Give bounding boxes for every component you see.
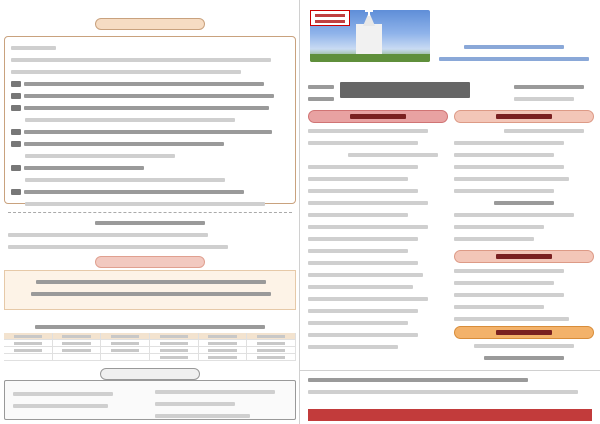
- verse-lines: [15, 277, 287, 301]
- verse-header: [95, 256, 205, 268]
- notice-item: [11, 79, 291, 89]
- pastor-block: [514, 82, 594, 102]
- service-header: [308, 110, 448, 123]
- info-box-line: [8, 242, 292, 252]
- service-order-item: [454, 174, 594, 184]
- verse-line: [15, 277, 287, 287]
- motto-box: [434, 42, 594, 64]
- issue-box: [310, 10, 350, 26]
- table-row: [4, 347, 296, 354]
- service-order-item: [308, 138, 448, 148]
- notices-box: [4, 36, 296, 204]
- staff-line: [155, 411, 285, 421]
- service-order-item: [454, 138, 594, 148]
- table-header-row: [4, 333, 296, 340]
- footer-contact: [308, 387, 592, 397]
- service-order-item: [308, 342, 448, 352]
- service-order-item: [454, 234, 594, 244]
- service-order: [308, 126, 448, 354]
- staff-line: [13, 401, 143, 411]
- service-order-item: [308, 186, 448, 196]
- service-order-item: [308, 222, 448, 232]
- mission-table-title: [4, 322, 296, 332]
- church-building-icon: [356, 24, 382, 54]
- notice-intro: [11, 43, 291, 53]
- table-row: [4, 340, 296, 347]
- divider: [8, 212, 292, 213]
- service-order: [454, 266, 594, 326]
- footer: [300, 370, 600, 424]
- service-order-item: [454, 278, 594, 288]
- service-order: [454, 341, 594, 353]
- service-order-item: [308, 234, 448, 244]
- notice-intro-line: [11, 67, 291, 77]
- staff-line: [13, 389, 143, 399]
- notices-header: [95, 18, 205, 30]
- service-order-item: [454, 302, 594, 312]
- table-row: [4, 354, 296, 361]
- service-header: [454, 250, 594, 263]
- notice-intro-line: [11, 55, 291, 65]
- service-order-item: [308, 294, 448, 304]
- service-order-item: [454, 162, 594, 172]
- church-name: [340, 82, 470, 98]
- notice-item: [11, 103, 291, 113]
- church-logo: [308, 82, 336, 100]
- staff-col-right: [155, 387, 285, 423]
- right-page: [300, 0, 600, 424]
- service-order-item: [454, 186, 594, 196]
- info-box-line: [8, 230, 292, 240]
- info-box: [8, 218, 292, 254]
- service-order-item: [308, 318, 448, 328]
- staff-header: [100, 368, 200, 380]
- church-name-block: [308, 80, 508, 104]
- service-header: [454, 326, 594, 339]
- service-order-item: [454, 198, 594, 208]
- service-order-item: [454, 314, 594, 324]
- service-order-item: [308, 162, 448, 172]
- verse-line: [15, 289, 287, 299]
- motto-line: [434, 54, 594, 64]
- notice-item-detail: [11, 175, 291, 185]
- verse-box: [4, 270, 296, 310]
- service-extra-item: [454, 353, 594, 363]
- notice-item: [11, 187, 291, 197]
- service-order: [454, 126, 594, 246]
- service-order-item: [308, 282, 448, 292]
- service-order-item: [454, 210, 594, 220]
- service-order-item: [308, 258, 448, 268]
- footer-banner: [308, 409, 592, 421]
- service-order-item: [308, 330, 448, 340]
- issue-label: [315, 14, 345, 17]
- notice-item-detail: [11, 115, 291, 125]
- service-order-item: [308, 246, 448, 256]
- service-order-item: [454, 266, 594, 276]
- service-order-item: [454, 126, 594, 136]
- pastor-name-en: [514, 94, 594, 104]
- staff-col-left: [13, 389, 143, 413]
- service-order-item: [308, 210, 448, 220]
- notice-item: [11, 139, 291, 149]
- notice-item: [11, 127, 291, 137]
- service-order-item: [308, 270, 448, 280]
- service-order-item: [308, 306, 448, 316]
- staff-line: [155, 387, 285, 397]
- service-order-item: [308, 150, 448, 160]
- staff-box: [4, 380, 296, 420]
- info-box-title: [8, 218, 292, 228]
- notices-list: [11, 43, 291, 211]
- service-order-item: [454, 341, 594, 351]
- service-order-item: [308, 198, 448, 208]
- service-order-item: [308, 126, 448, 136]
- service-order-item: [454, 150, 594, 160]
- notice-item: [11, 91, 291, 101]
- notice-item-detail: [11, 151, 291, 161]
- service-header: [454, 110, 594, 123]
- staff-line: [155, 399, 285, 409]
- mission-table: [4, 322, 296, 366]
- notice-item: [11, 163, 291, 173]
- footer-address: [308, 375, 592, 385]
- motto-line: [434, 42, 594, 52]
- footer-lines: [308, 375, 592, 399]
- pastor-name: [514, 82, 594, 92]
- service-order-item: [454, 290, 594, 300]
- service-extra: [454, 353, 594, 365]
- service-order-item: [454, 222, 594, 232]
- service-order-item: [308, 174, 448, 184]
- issue-date: [315, 20, 345, 23]
- notice-item-detail: [11, 199, 291, 209]
